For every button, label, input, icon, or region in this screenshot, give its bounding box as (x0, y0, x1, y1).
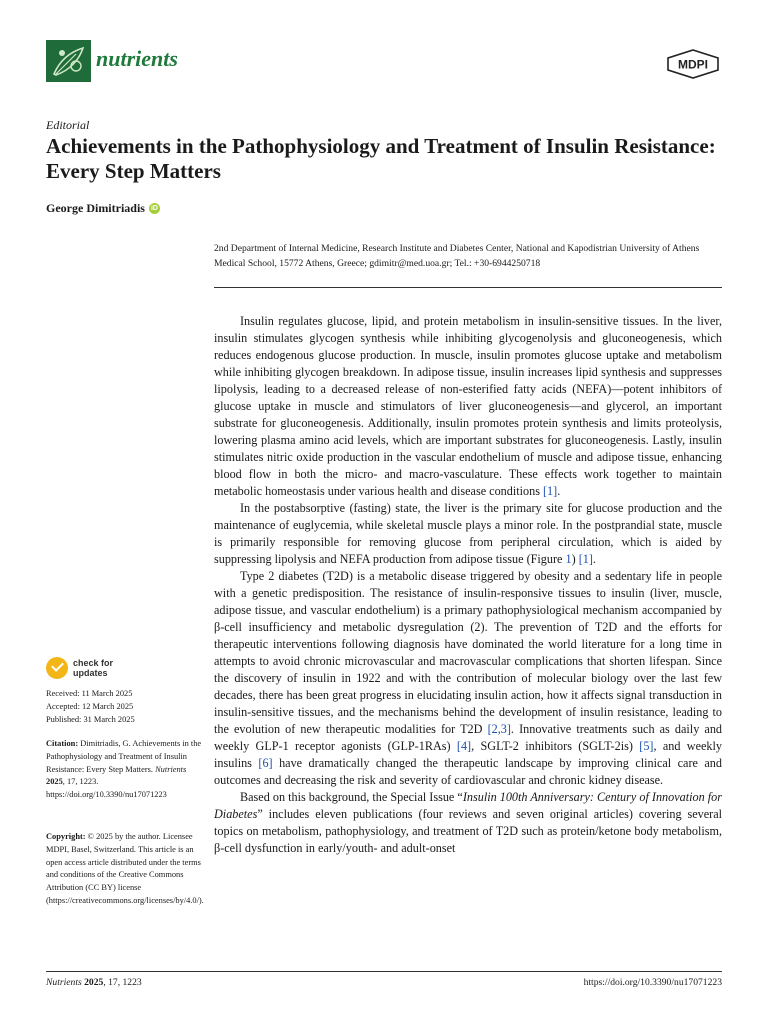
paragraph-2: In the postabsorptive (fasting) state, the liver is the primary site for glucose production and the maintenance of euglycemia, while skeletal muscle plays a minor role. In the postprandial state, muscle is primarily responsible for removing glucose from peripheral circulation, which is aided by suppressing lipolysis and NEFA production from adipose tissue (Figure 1) [1]. (214, 501, 722, 566)
publisher-name: MDPI (678, 57, 708, 72)
footer-doi-link[interactable]: https://doi.org/10.3390/nu17071223 (583, 977, 722, 988)
reference-link[interactable]: [6] (258, 756, 273, 770)
check-updates-icon (46, 657, 68, 679)
special-issue-title: Insulin 100th Anniversary: Century of Innovation for Diabetes (214, 790, 722, 821)
reference-link[interactable]: [5] (639, 739, 654, 753)
article-type: Editorial (46, 118, 90, 132)
affiliation: 2nd Department of Internal Medicine, Research Institute and Diabetes Center, National and Kapodistrian University of Athens Medical School, 15772 Athens, Greece; gdimitr@med.uoa.gr; Tel.: +30-6944250718 (214, 243, 700, 269)
published-date: Published: 31 March 2025 (46, 714, 135, 724)
citation-doi[interactable]: , 17, 1223. https://doi.org/10.3390/nu17071223 (46, 777, 167, 800)
received-date: Received: 11 March 2025 (46, 689, 133, 698)
divider (214, 287, 722, 288)
reference-link[interactable]: [1] (578, 552, 593, 566)
author-line (46, 201, 160, 216)
reference-link[interactable]: [2,3] (487, 722, 511, 736)
citation: Citation: Dimitriadis, G. Achievements in the Pathophysiology and Treatment of Insulin Resistance: Every Step Matters. Nutrients 2025, 17, 1223. https://doi.org/10.3390/nu17071223 (46, 739, 202, 800)
reference-link[interactable]: [1] (543, 484, 558, 498)
reference-link[interactable]: [4] (456, 739, 472, 753)
nutrients-leaf-icon (46, 40, 91, 82)
footer-citation: Nutrients 2025, 17, 1223 (46, 977, 142, 988)
article-body (214, 313, 722, 857)
copyright: Copyright: © 2025 by the author. Licensee MDPI, Basel, Switzerland. This article is an open access article distributed under the terms and conditions of the Creative Commons Attribution (CC BY) license (https://creativecommons.org/licenses/by/4.0/). (46, 832, 204, 905)
journal-name: nutrients (96, 46, 178, 71)
check-for-updates-button[interactable]: check for updates (46, 657, 113, 679)
figure-link[interactable]: 1 (565, 552, 572, 566)
mdpi-logo (666, 49, 720, 79)
paragraph-3: Type 2 diabetes (T2D) is a metabolic disease triggered by obesity and a sedentary life in people with a genetic predisposition. The resistance of insulin-responsive tissues to insulin (liver, muscle, adipose tissue, and vascular endothelium) is a primary pathophysiological mechanism accompanied by β-cell insufficiency and metabolic dysregulation (2). The prevention of T2D and the efforts for therapeutic interventions following diagnosis have dominated the world literature for a long time in attempts to avoid chronic microvascular and macrovascular complications that shorten lifespan. Since the discovery of insulin in 1922 and with the contribution of molecular biology over the last few decades, there has been great progress in elucidating insulin action, how it affects signal transduction in insulin-sensitive tissues, and the mechanisms behind the development of insulin resistance, leading to the evolution of new therapeutic modalities for T2D [2,3]. Innovative treatments such as daily and weekly GLP-1 receptor agonists (GLP-1RAs) [4], SGLT-2 inhibitors (SGLT-2is) [5], and weekly insulins [6] have dramatically changed the therapeutic landscape by improving clinical care and outcomes and decreasing the risk and severity of cardiovascular and chronic kidney disease. (214, 569, 723, 787)
paragraph-4: Based on this background, the Special Issue “Insulin 100th Anniversary: Century of Innovation for Diabetes” includes eleven publications (four reviews and seven original articles) covering several topics on metabolism, pathophysiology, and treatment of T2D such as protein/ketone body metabolism, β-cell dysfunction in early/youth- and adult-onset (214, 790, 722, 855)
publication-dates (46, 688, 206, 726)
accepted-date: Accepted: 12 March 2025 (46, 701, 134, 711)
footer-divider (46, 971, 722, 972)
author-name[interactable]: George Dimitriadis (46, 201, 145, 215)
article-title: Achievements in the Pathophysiology and Treatment of Insulin Resistance: Every Step Matters (46, 134, 716, 183)
orcid-icon[interactable]: iD (150, 205, 158, 212)
paragraph-1: Insulin regulates glucose, lipid, and protein metabolism in insulin-sensitive tissues. In the liver, insulin stimulates glycogen synthesis while inhibiting glycogenolysis and gluconeogenesis, which reduces endogenous glucose production. In muscle, insulin promotes glucose uptake and metabolism while inhibiting glycogen breakdown. In adipose tissue, insulin increases lipid synthesis and suppresses lipolysis, leading to a decreased release of non-esterified fatty acids (NEFA)—potent inhibitors of glucose uptake in muscle and stimulators of liver gluconeogenesis—and glycerol, an important substrate for gluconeogenesis. Additionally, insulin promotes protein synthesis and limits proteolysis, lowering plasma amino acid levels, which are important substrates for gluconeogenesis. Lastly, insulin stimulates nitric oxide production in the vascular endothelium of muscle and adipose tissue, enhancing blood flow in both the micro- and macro-vasculature. These effects work together to maintain metabolic homeostasis under various health and disease conditions [1]. (214, 314, 722, 498)
